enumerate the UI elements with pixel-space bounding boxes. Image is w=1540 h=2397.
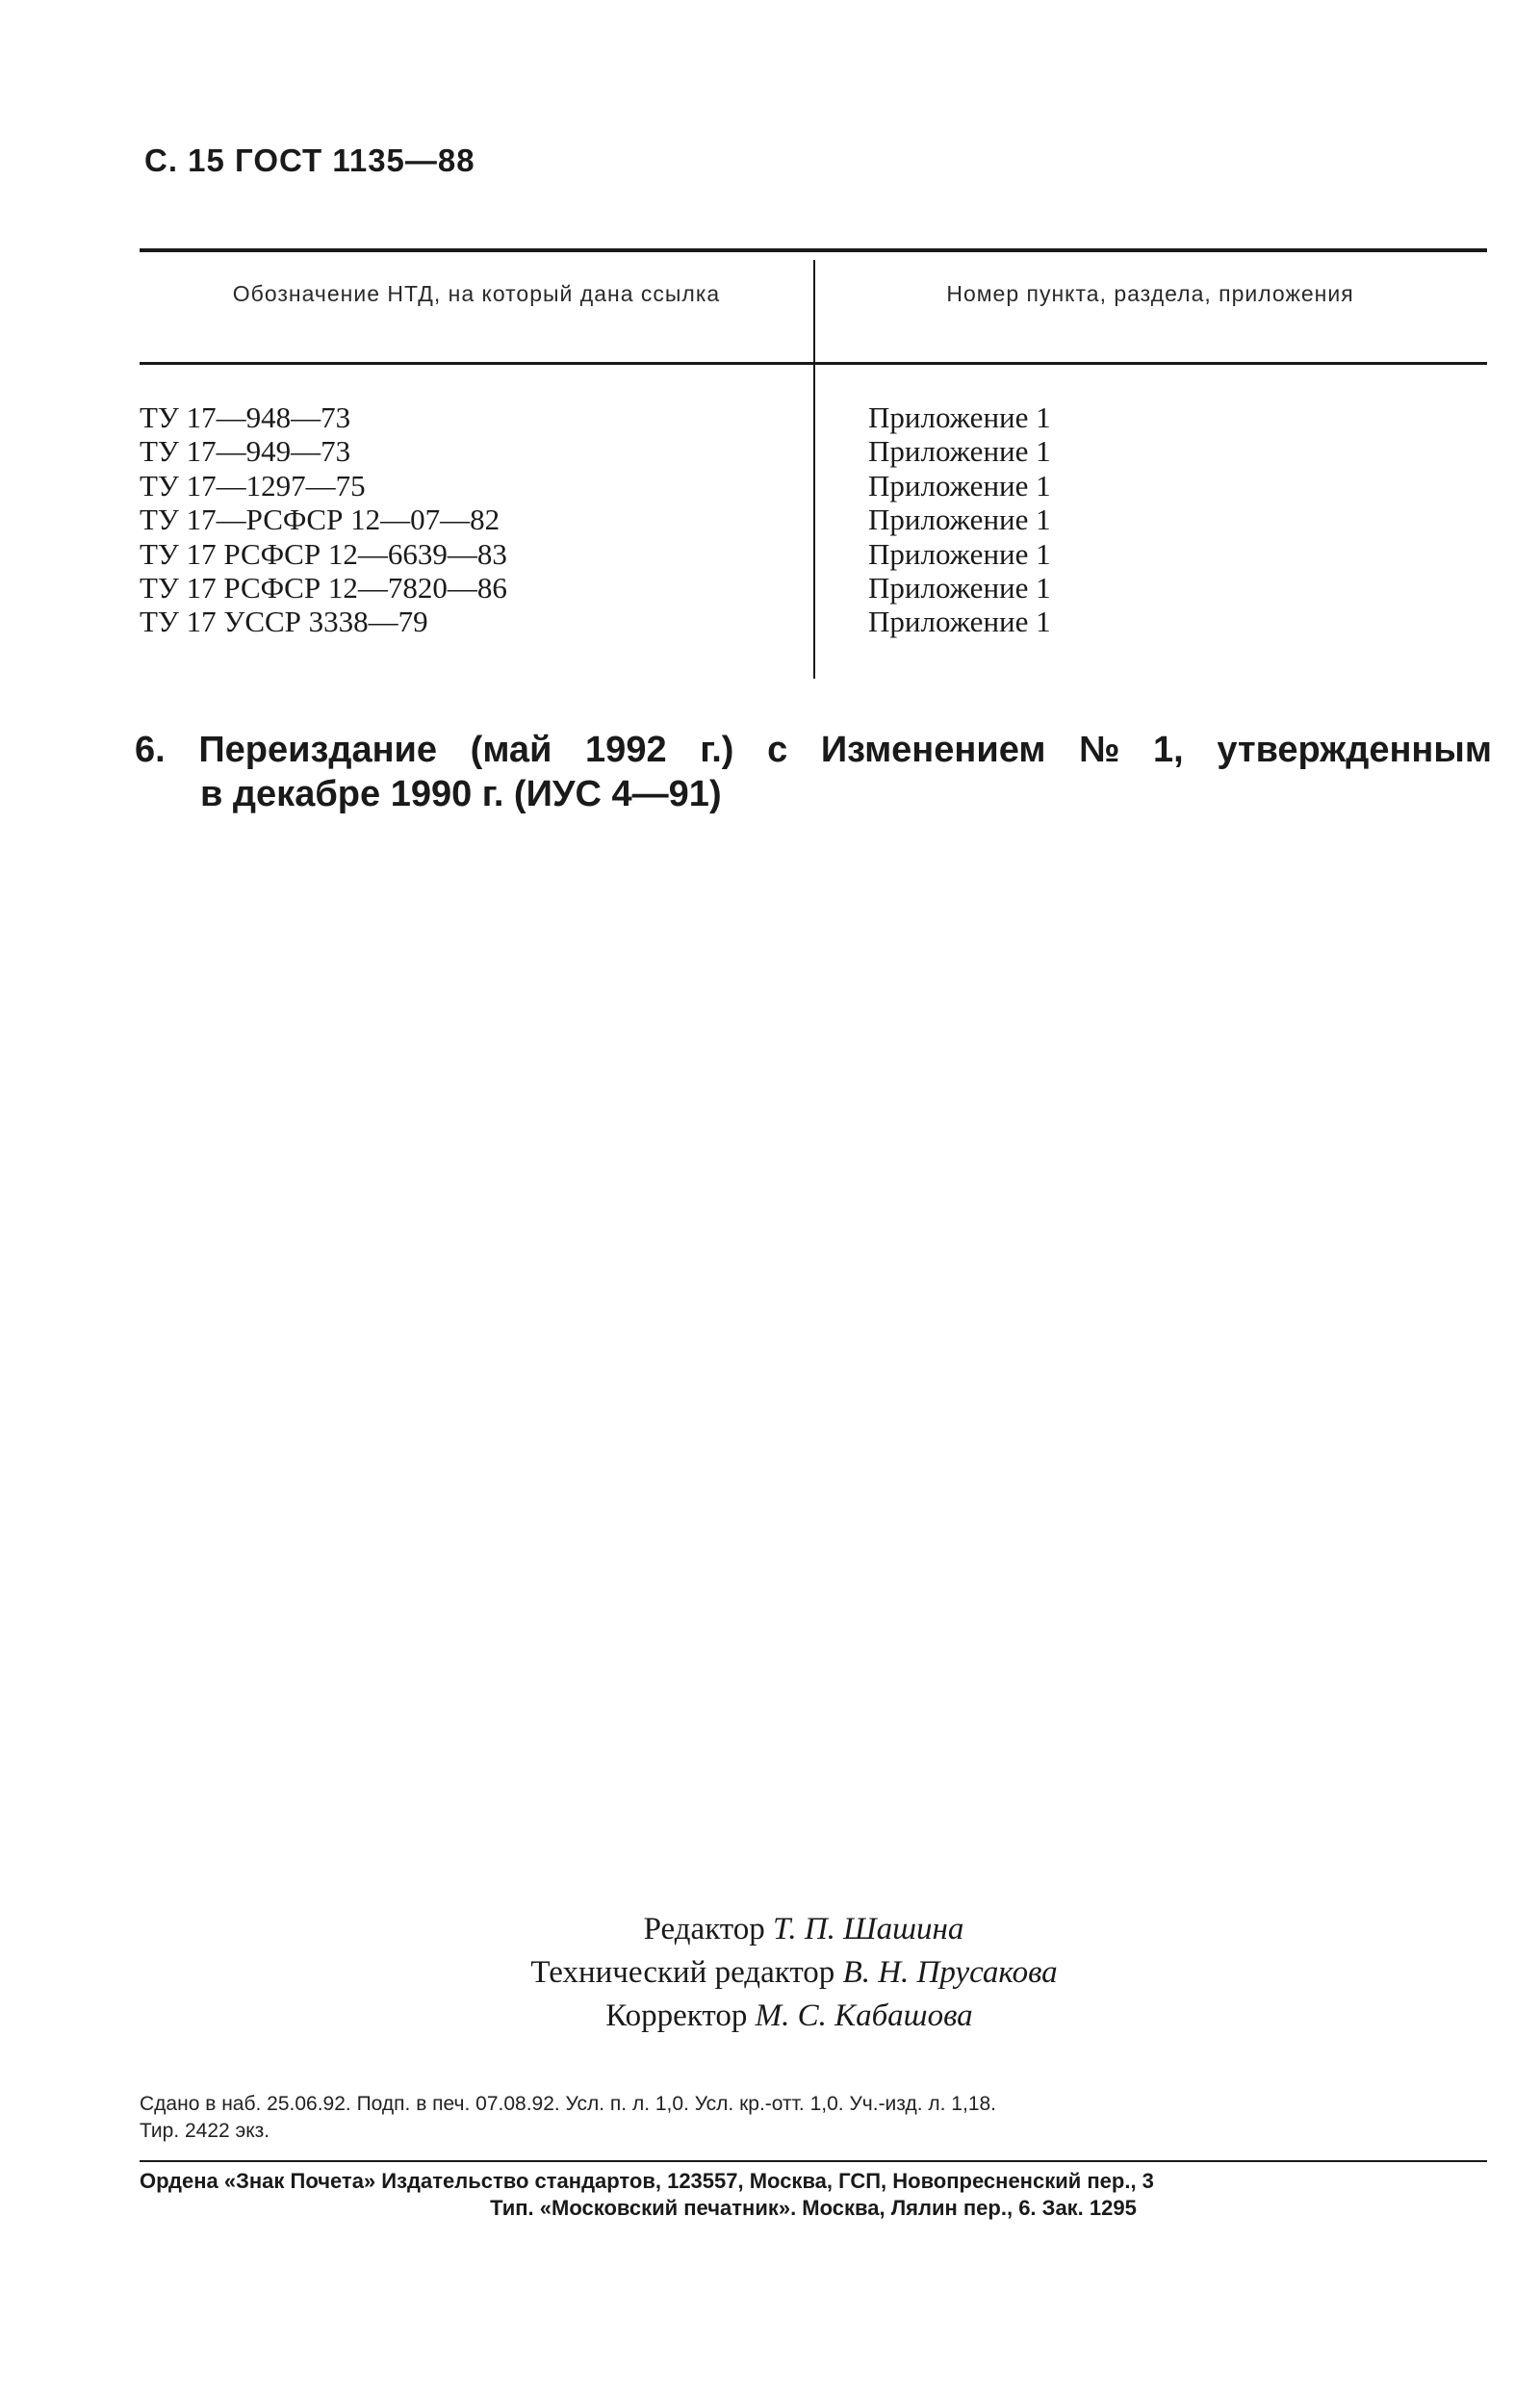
imprint-block (140, 2091, 1487, 2145)
table-row (140, 537, 1487, 571)
ntd-cell: ТУ 17—РСФСР 12—07—82 (140, 503, 500, 537)
reissue-word: (май (470, 730, 552, 770)
reissue-line-1 (135, 728, 1492, 772)
imprint-line-1: Сдано в наб. 25.06.92. Подп. в печ. 07.08.92. Усл. п. л. 1,0. Усл. кр.-отт. 1,0. Уч.-изд. л. 1,18. (140, 2093, 997, 2115)
table-row (140, 605, 1487, 638)
ref-cell: Приложение 1 (868, 400, 1051, 434)
ref-cell: Приложение 1 (868, 468, 1051, 503)
reissue-word: 1, (1153, 730, 1184, 770)
credit-corrector (38, 1995, 1540, 2038)
editor-role: Редактор (643, 1912, 765, 1946)
ref-cell: Приложение 1 (868, 503, 1051, 537)
ref-cell: Приложение 1 (868, 570, 1051, 605)
table-header-section: Номер пункта, раздела, приложения (946, 281, 1354, 306)
tech-editor-role: Технический редактор (530, 1955, 835, 1990)
ntd-cell: ТУ 17 РСФСР 12—7820—86 (140, 570, 507, 605)
tech-editor-name: В. Н. Прусакова (842, 1955, 1058, 1990)
reissue-word: с (767, 730, 788, 770)
table-body (140, 400, 1487, 639)
table-top-rule (140, 248, 1487, 252)
table-row (140, 571, 1487, 605)
ntd-cell: ТУ 17—949—73 (140, 434, 351, 469)
publisher-block (140, 2168, 1487, 2222)
imprint-line-2: Тир. 2422 экз. (140, 2120, 270, 2142)
ntd-cell: ТУ 17 УССР 3338—79 (140, 605, 428, 639)
page-header: С. 15 ГОСТ 1135—88 (144, 142, 475, 178)
table-row (140, 469, 1487, 503)
publisher-line-2: Тип. «Московский печатник». Москва, Лялин пер., 6. Зак. 1295 (490, 2196, 1137, 2220)
reissue-word: утвержденным (1217, 730, 1492, 770)
reissue-number: 6. (135, 730, 166, 770)
reissue-word: Изменением (820, 730, 1046, 770)
ref-cell: Приложение 1 (868, 536, 1051, 571)
table-row (140, 503, 1487, 536)
publisher-line-1: Ордена «Знак Почета» Издательство стандартов, 123557, Москва, ГСП, Новопресненский пер., 3 (140, 2169, 1154, 2193)
corrector-name: М. С. Кабашова (755, 1998, 973, 2033)
ref-cell: Приложение 1 (868, 605, 1051, 639)
ntd-cell: ТУ 17—948—73 (140, 400, 351, 434)
ntd-cell: ТУ 17 РСФСР 12—6639—83 (140, 536, 507, 571)
imprint-rule (140, 2160, 1487, 2162)
editor-name: Т. П. Шашина (773, 1912, 964, 1946)
reissue-word: г.) (700, 730, 734, 770)
reissue-word: № (1079, 730, 1120, 770)
table-row (140, 434, 1487, 468)
credit-editor (67, 1908, 1540, 1951)
reissue-word: Переиздание (198, 730, 438, 770)
credits-block (0, 1908, 1540, 2038)
reissue-word: 1992 (585, 730, 667, 770)
table-header-ntd: Обозначение НТД, на который дана ссылка (232, 281, 721, 306)
corrector-role: Корректор (605, 1998, 748, 2033)
table-row (140, 400, 1487, 434)
credit-tech-editor (48, 1951, 1540, 1995)
reissue-line-2: в декабре 1990 г. (ИУС 4—91) (200, 774, 722, 814)
reissue-note (135, 728, 1492, 816)
ntd-cell: ТУ 17—1297—75 (140, 468, 366, 503)
ref-cell: Приложение 1 (868, 434, 1051, 469)
